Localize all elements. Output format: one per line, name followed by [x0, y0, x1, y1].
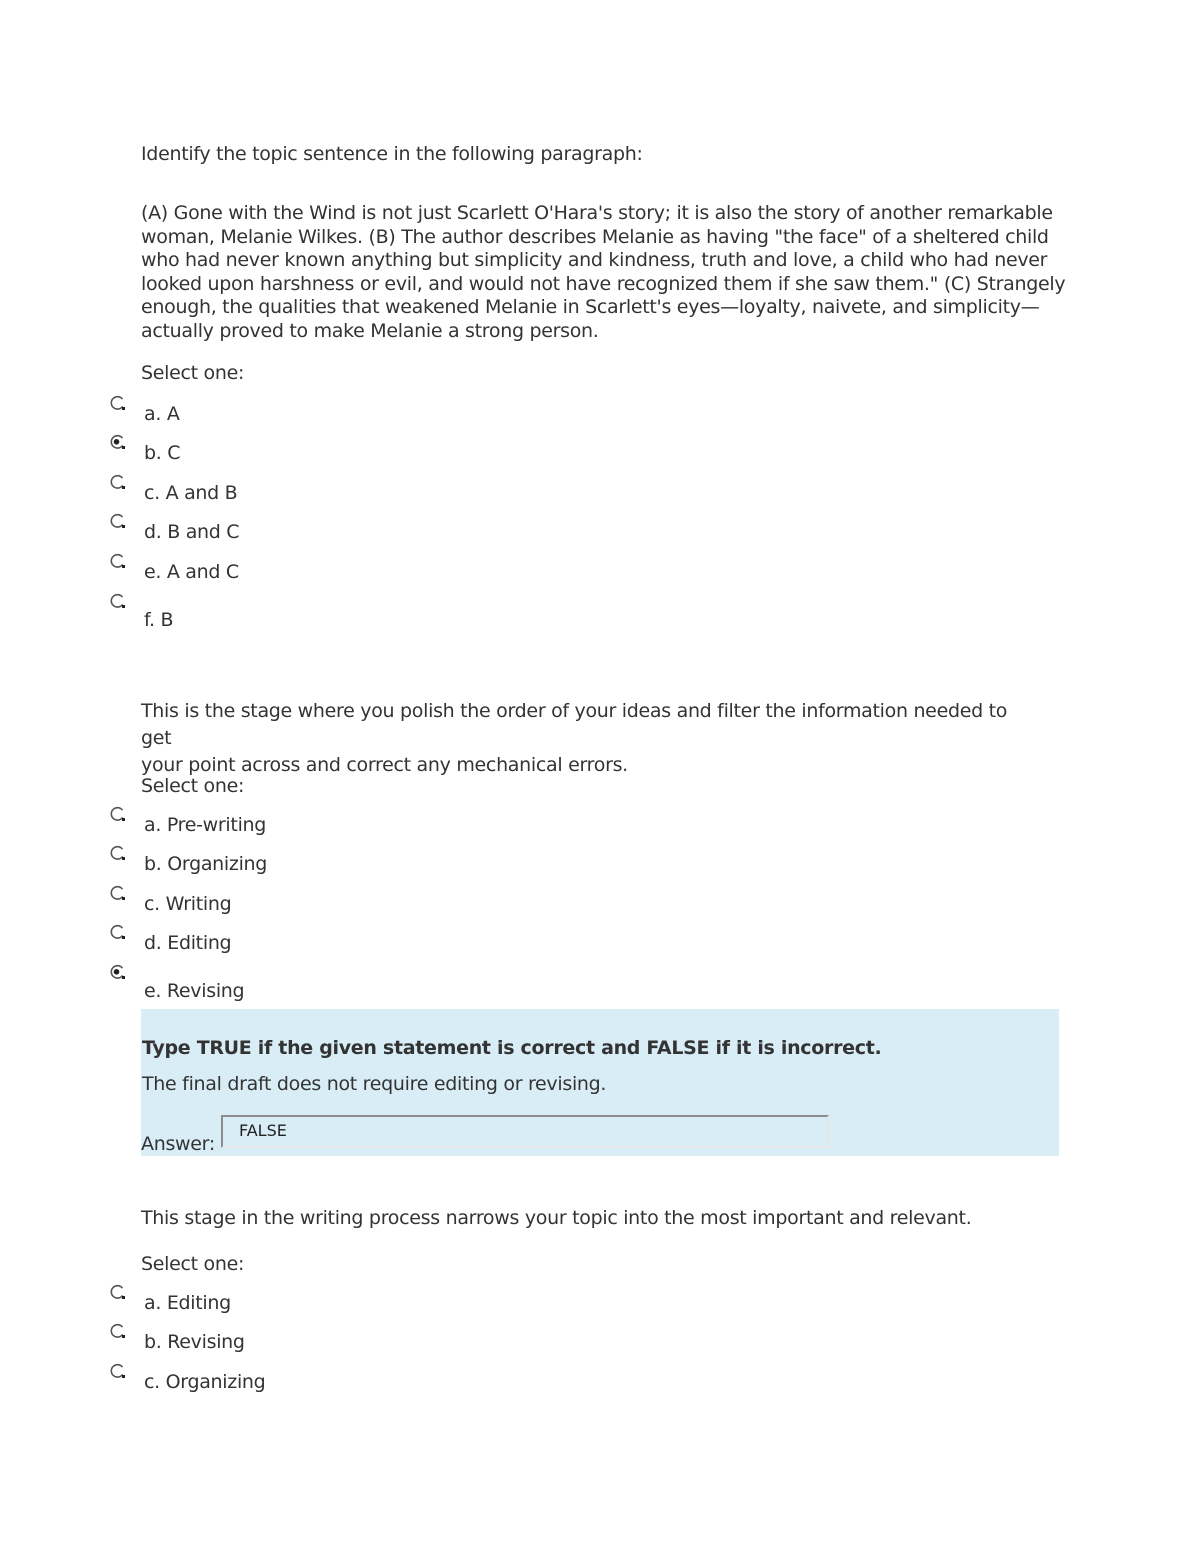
option-label-q2-e[interactable]: e. Revising — [144, 980, 245, 1002]
question-3-instruction: Type TRUE if the given statement is correct and FALSE if it is incorrect. — [142, 1037, 882, 1059]
radio-q1-option-f[interactable] — [107, 591, 127, 611]
radio-circle-icon — [107, 1361, 127, 1381]
question-2-select-label: Select one: — [141, 775, 245, 797]
option-label-q1-e[interactable]: e. A and C — [144, 561, 239, 583]
radio-circle-icon — [107, 511, 127, 531]
radio-q2-option-d[interactable] — [107, 922, 127, 942]
radio-q4-option-c[interactable] — [107, 1361, 127, 1381]
prompt-line: your point across and correct any mechanical errors. — [141, 754, 628, 776]
radio-q1-option-b[interactable] — [107, 432, 127, 452]
radio-q2-option-a[interactable] — [107, 804, 127, 824]
radio-circle-icon — [107, 393, 127, 413]
radio-circle-icon — [107, 804, 127, 824]
radio-circle-icon — [107, 551, 127, 571]
option-label-q2-c[interactable]: c. Writing — [144, 893, 232, 915]
question-3-statement: The final draft does not require editing or revising. — [142, 1073, 607, 1095]
radio-circle-icon — [107, 1321, 127, 1341]
paragraph-line: woman, Melanie Wilkes. (B) The author describes Melanie as having "the face" of a sheltered child — [141, 225, 1049, 248]
radio-q1-option-e[interactable] — [107, 551, 127, 571]
radio-circle-icon — [107, 1282, 127, 1302]
question-4-prompt: This stage in the writing process narrows your topic into the most important and relevant. — [141, 1207, 972, 1229]
option-label-q1-d[interactable]: d. B and C — [144, 521, 240, 543]
prompt-line: This is the stage where you polish the order of your ideas and filter the information needed to get — [141, 700, 1008, 749]
radio-circle-icon — [107, 432, 127, 452]
paragraph-line: who had never known anything but simplicity and kindness, truth and love, a child who had never — [141, 249, 1048, 272]
option-label-q1-a[interactable]: a. A — [144, 403, 180, 425]
radio-circle-icon — [107, 591, 127, 611]
question-1-prompt: Identify the topic sentence in the following paragraph: — [141, 143, 643, 165]
answer-input[interactable]: FALSE — [221, 1115, 829, 1148]
option-label-q2-b[interactable]: b. Organizing — [144, 853, 268, 875]
radio-q4-option-a[interactable] — [107, 1282, 127, 1302]
option-label-q4-b[interactable]: b. Revising — [144, 1331, 245, 1353]
option-label-q4-a[interactable]: a. Editing — [144, 1292, 231, 1314]
radio-q2-option-c[interactable] — [107, 883, 127, 903]
question-4-select-label: Select one: — [141, 1253, 245, 1275]
option-label-q1-c[interactable]: c. A and B — [144, 482, 238, 504]
paragraph-line: enough, the qualities that weakened Melanie in Scarlett's eyes—loyalty, naivete, and simplicity— — [141, 296, 1040, 319]
radio-q2-option-b[interactable] — [107, 843, 127, 863]
option-label-q2-a[interactable]: a. Pre-writing — [144, 814, 267, 836]
question-1-select-label: Select one: — [141, 362, 245, 384]
option-label-q2-d[interactable]: d. Editing — [144, 932, 232, 954]
paragraph-line: (A) Gone with the Wind is not just Scarlett O'Hara's story; it is also the story of another remarkable — [141, 202, 1053, 224]
radio-circle-icon — [107, 843, 127, 863]
radio-circle-icon — [107, 922, 127, 942]
option-label-q1-f[interactable]: f. B — [144, 609, 174, 631]
radio-q2-option-e[interactable] — [107, 962, 127, 982]
radio-selected-dot — [114, 439, 120, 445]
paragraph-line: actually proved to make Melanie a strong person. — [141, 319, 599, 342]
radio-circle-icon — [107, 472, 127, 492]
radio-circle-icon — [107, 962, 127, 982]
radio-q1-option-c[interactable] — [107, 472, 127, 492]
question-2-prompt — [141, 698, 1041, 779]
radio-selected-dot — [114, 969, 120, 975]
radio-q4-option-b[interactable] — [107, 1321, 127, 1341]
radio-q1-option-a[interactable] — [107, 393, 127, 413]
radio-q1-option-d[interactable] — [107, 511, 127, 531]
paragraph-line: looked upon harshness or evil, and would not have recognized them if she saw them." (C) Strangely — [141, 272, 1066, 295]
radio-circle-icon — [107, 883, 127, 903]
option-label-q4-c[interactable]: c. Organizing — [144, 1371, 266, 1393]
answer-label: Answer: — [141, 1133, 215, 1155]
question-1-paragraph — [141, 202, 1071, 344]
option-label-q1-b[interactable]: b. C — [144, 442, 181, 464]
